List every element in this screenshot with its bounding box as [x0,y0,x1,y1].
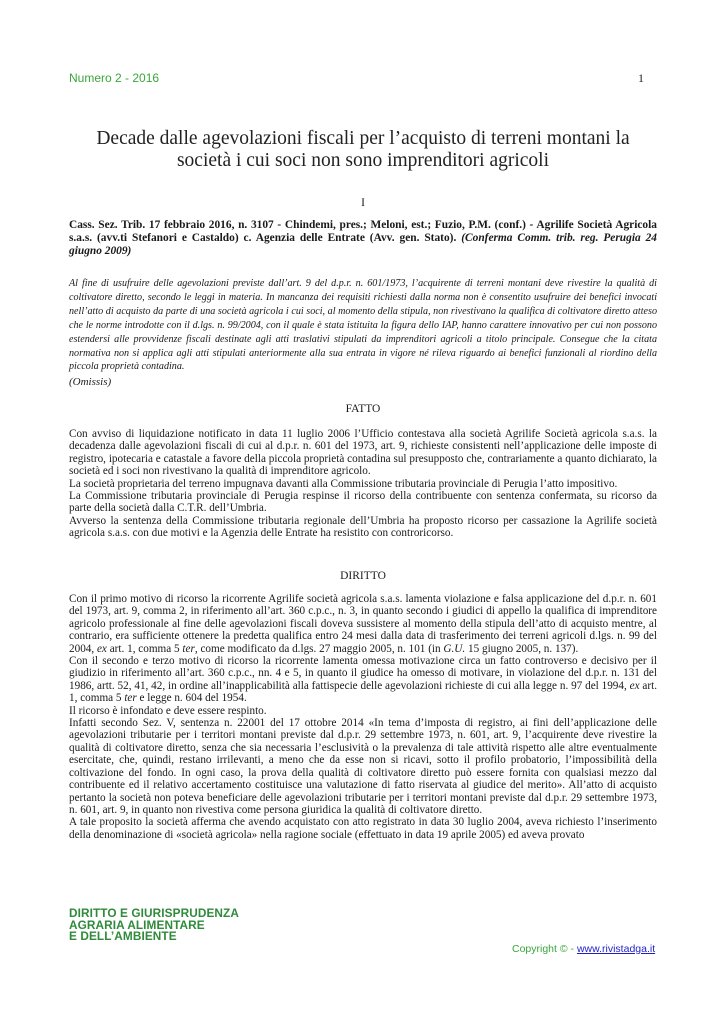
logo-line: AGRARIA ALIMENTARE [69,917,205,932]
citation-conferma: (Conferma Comm. trib. reg. Perugia 24 giugno 2009) [69,232,657,258]
diritto-heading: DIRITTO [340,570,386,582]
citation-main: Cass. Sez. Trib. 17 febbraio 2016, n. 3107 - Chindemi, pres.; Meloni, est.; Fuzio, P.M. (conf.) - Agrilife Società Agricola s.a.s. (avv.ti Stefanori e Castaldo) c. Agenzia delle Entrate (Avv. gen. Stato). [69,219,657,245]
article-title: Decade dalle agevolazioni fiscali per l’acquisto di terreni montani la società i cui soci non sono imprenditori agricoli [96,128,630,171]
diritto-paragraph-1: Con il primo motivo di ricorso la ricorrente Agrilife società agricola s.a.s. lamenta violazione e falsa applicazione del d.p.r. n. 601 del 1973, art. 9, comma 2, in riferimento all’art. 360 c.p.c., n. 3, in quanto secondo i giudici di appello la qualifica di imprenditore agricolo professionale al fine delle agevolazioni fiscali doveva sussistere al momento della stipula dell’atto di acquisto mentre, al contrario, era sufficiente ottenere la predetta qualifica entro 24 mesi dalla data di trasferimento dei terreni agricoli d.lgs. n. 99 del 2004, ex art. 1, comma 5 ter, come modificato da d.lgs. 27 maggio 2005, n. 101 (in G.U. 15 giugno 2005, n. 137). [69,593,657,655]
case-citation [69,219,657,259]
fatto-heading: FATTO [345,403,381,415]
logo-line: DIRITTO E GIURISPRUDENZA [69,906,239,920]
fatto-section [69,428,657,540]
diritto-paragraph-5: A tale proposito la società afferma che avendo acquistato con atto registrato in data 30 luglio 2004, aveva richiesto l’inserimento della denominazione di «società agricola» nella ragione sociale (effettuato in data 19 aprile 2005) ed aveva provato [69,816,657,841]
fatto-paragraph: La Commissione tributaria provinciale di Perugia respinse il ricorso della contribuente con sentenza confermata, su ricorso da parte della società dalla C.T.R. dell’Umbria. [69,490,657,515]
omissis-note: (Omissis) [69,376,112,388]
diritto-paragraph-4: Infatti secondo Sez. V, sentenza n. 22001 del 17 ottobre 2014 «In tema d’imposta di registro, ai fini dell’applicazione delle agevolazioni tributarie per i territori montani previste dal d.p.r. 29 settembre 1973, n. 601, art. 9, l’acquirente deve rivestire la qualità di coltivatore diretto, senza che sia necessaria l’esclusività o la prevalenza di tale attività rispetto alle altre eventualmente esercitate, che, quindi, restano irrilevanti, a meno che da esse non si ricavi, sotto il profilo probatorio, l’impossibilità della coltivazione del fondo. In ogni caso, la prova della qualità di coltivatore diretto può essere fornita con qualsiasi mezzo dal contribuente ed il relativo accertamento costituisce una valutazione di fatto riservata al giudice del merito». All’atto di acquisto pertanto la società non poteva beneficiare delle agevolazioni tributarie per i territori montani previste dal d.p.r. 29 settembre 1973, n. 601, art. 9, in quanto non rivestiva come persona giuridica la qualità di coltivatore diretto. [69,717,657,816]
fatto-paragraph: La società proprietaria del terreno impugnava davanti alla Commissione tributaria provinciale di Perugia l’atto impositivo. [69,477,618,490]
diritto-paragraph-3: Il ricorso è infondato e deve essere respinto. [69,704,267,717]
massima-summary: Al fine di usufruire delle agevolazioni previste dall’art. 9 del d.p.r. n. 601/1973, l’acquirente di terreni montani deve rivestire la qualità di coltivatore diretto, secondo le leggi in materia. In mancanza dei requisiti richiesti dalla norma non è consentito usufruire dei benefici invocati nell’atto di acquisto da parte di una società agricola i cui soci, al momento della stipula, non rivestivano la qualifica di coltivatore diretto atteso che le norme introdotte con il d.lgs. n. 99/2004, con il quale è stata istituita la figura dello IAP, hanno carattere innovativo per cui non possono estendersi alle provvidenze fiscali destinate agli atti traslativi stipulati da imprenditori agricoli a titolo principale. Consegue che la citata normativa non si applica agli atti stipulati anteriormente alla sua entrata in vigore né rileva riguardo ai benefici funzionali al riordino della piccola proprietà contadina. [69,278,657,373]
section-number: I [361,197,365,209]
diritto-section [69,593,657,841]
issue-number: Numero 2 - 2016 [69,71,160,85]
page-number: 1 [638,71,644,85]
logo-line: E DELL’AMBIENTE [69,929,177,943]
copyright-notice: Copyright © - www.rivistadga.it [512,943,656,955]
fatto-paragraph: Avverso la sentenza della Commissione tributaria regionale dell’Umbria ha proposto ricorso per cassazione la Agrilife società agricola s.a.s. con due motivi e la Agenzia delle Entrate ha resistito con controricorso. [69,514,657,540]
diritto-paragraph-2: Con il secondo e terzo motivo di ricorso la ricorrente lamenta omessa motivazione circa un fatto controverso e decisivo per il giudizio in riferimento all’art. 360 c.p.c., nn. 4 e 5, in quanto il giudice ha omesso di motivare, in violazione del d.p.r. n. 131 del 1986, artt. 52, 41, 42, in ordine all’inapplicabilità alla fattispecie delle agevolazioni richieste di cui alla legge n. 97 del 1994, ex art. 1, comma 5 ter e legge n. 604 del 1954. [69,655,658,705]
journal-logo [69,908,239,943]
website-link[interactable]: www.rivistadga.it [576,943,656,955]
fatto-paragraph: Con avviso di liquidazione notificato in data 11 luglio 2006 l’Ufficio contestava alla società Agrilife Società agricola s.a.s. la decadenza dalle agevolazioni fiscali di cui al d.p.r. n. 601 del 1973, art. 9, richieste consistenti nell’applicazione delle imposte di registro, ipotecaria e catastale a favore della piccola proprietà contadina sul presupposto che, contrariamente a quanto dichiarato, la società ed i soci non rivestivano la qualità di imprenditore agricolo. [69,428,657,478]
